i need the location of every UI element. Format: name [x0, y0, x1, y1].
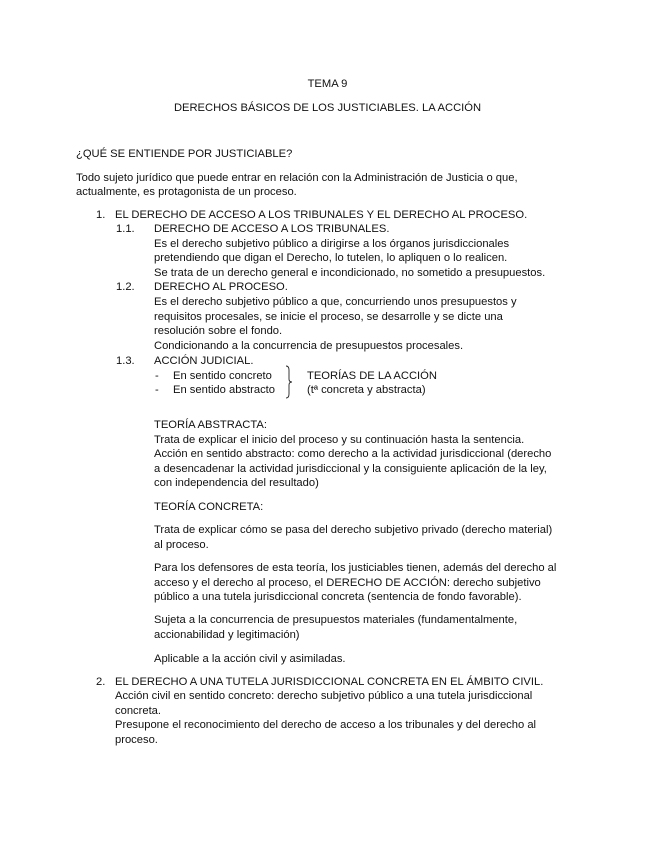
- concreta-title: TEORÍA CONCRETA:: [154, 501, 264, 513]
- sub2-line: Es el derecho subjetivo público a que, concurriendo unos presupuestos y: [154, 296, 517, 308]
- concreta-line: Para los defensores de esta teoría, los justiciables tienen, además del derecho al: [154, 562, 557, 574]
- brace-icon: [285, 365, 293, 399]
- sub1-line: Se trata de un derecho general e incondicionado, no sometido a presupuestos.: [154, 267, 546, 279]
- abstracta-line: con independencia del resultado): [154, 477, 319, 489]
- concreta-line: accionabilidad y legitimación): [154, 629, 300, 641]
- concreta-line: al proceso.: [154, 539, 209, 551]
- list-dash: -: [155, 384, 159, 396]
- abstracta-line: Trata de explicar el inicio del proceso y su continuación hasta la sentencia.: [154, 434, 525, 446]
- list-item: En sentido concreto: [173, 370, 272, 382]
- tema-heading: TEMA 9: [307, 78, 348, 90]
- intro-line: Todo sujeto jurídico que puede entrar en relación con la Administración de Justicia o que,: [76, 172, 518, 184]
- list-item: En sentido abstracto: [173, 384, 275, 396]
- sub1-number: 1.1.: [116, 223, 135, 235]
- section2-line: Presupone el reconocimiento del derecho de acceso a los tribunales y del derecho al: [115, 719, 537, 731]
- section2-line: proceso.: [115, 734, 158, 746]
- sub3-title: ACCIÓN JUDICIAL.: [154, 355, 254, 367]
- sub2-line: Condicionando a la concurrencia de presupuestos procesales.: [154, 340, 464, 352]
- theories-subtitle: (tª concreta y abstracta): [307, 384, 426, 396]
- section2-title: EL DERECHO A UNA TUTELA JURISDICCIONAL CONCRETA EN EL ÁMBITO CIVIL.: [115, 676, 544, 688]
- concreta-line: Aplicable a la acción civil y asimiladas.: [154, 653, 346, 665]
- section2-line: concreta.: [115, 705, 162, 717]
- abstracta-line: Acción en sentido abstracto: como derecho a la actividad jurisdiccional (derecho: [154, 448, 552, 460]
- sub2-number: 1.2.: [116, 281, 135, 293]
- sub3-number: 1.3.: [116, 355, 135, 367]
- intro-line: actualmente, es protagonista de un proceso.: [76, 186, 297, 198]
- abstracta-title: TEORÍA ABSTRACTA:: [154, 419, 267, 431]
- sub2-title: DERECHO AL PROCESO.: [154, 281, 288, 293]
- sub2-line: resolución sobre el fondo.: [154, 325, 283, 337]
- list-dash: -: [155, 370, 159, 382]
- abstracta-line: a desencadenar la actividad jurisdiccional y la consiguiente aplicación de la ley,: [154, 463, 547, 475]
- section1-number: 1.: [96, 209, 106, 221]
- question-heading: ¿QUÉ SE ENTIENDE POR JUSTICIABLE?: [76, 148, 293, 160]
- concreta-line: Sujeta a la concurrencia de presupuestos materiales (fundamentalmente,: [154, 614, 518, 626]
- concreta-line: acceso y el derecho al proceso, el DERECHO DE ACCIÓN: derecho subjetivo: [154, 577, 541, 589]
- sub1-line: pretendiendo que digan el Derecho, lo tutelen, lo apliquen o lo realicen.: [154, 252, 508, 264]
- theories-title: TEORÍAS DE LA ACCIÓN: [307, 370, 437, 382]
- section2-number: 2.: [96, 676, 106, 688]
- concreta-line: Trata de explicar cómo se pasa del derecho subjetivo privado (derecho material): [154, 524, 553, 536]
- sub2-line: requisitos procesales, se inicie el proceso, se desarrolle y se dicte una: [154, 311, 503, 323]
- sub1-line: Es el derecho subjetivo público a dirigirse a los órganos jurisdiccionales: [154, 238, 510, 250]
- section2-line: Acción civil en sentido concreto: derecho subjetivo público a una tutela jurisdiccional: [115, 690, 533, 702]
- page-title: DERECHOS BÁSICOS DE LOS JUSTICIABLES. LA ACCIÓN: [173, 102, 482, 114]
- sub1-title: DERECHO DE ACCESO A LOS TRIBUNALES.: [154, 223, 390, 235]
- concreta-line: público a una tutela jurisdiccional concreta (sentencia de fondo favorable).: [154, 591, 522, 603]
- section1-title: EL DERECHO DE ACCESO A LOS TRIBUNALES Y EL DERECHO AL PROCESO.: [115, 209, 528, 221]
